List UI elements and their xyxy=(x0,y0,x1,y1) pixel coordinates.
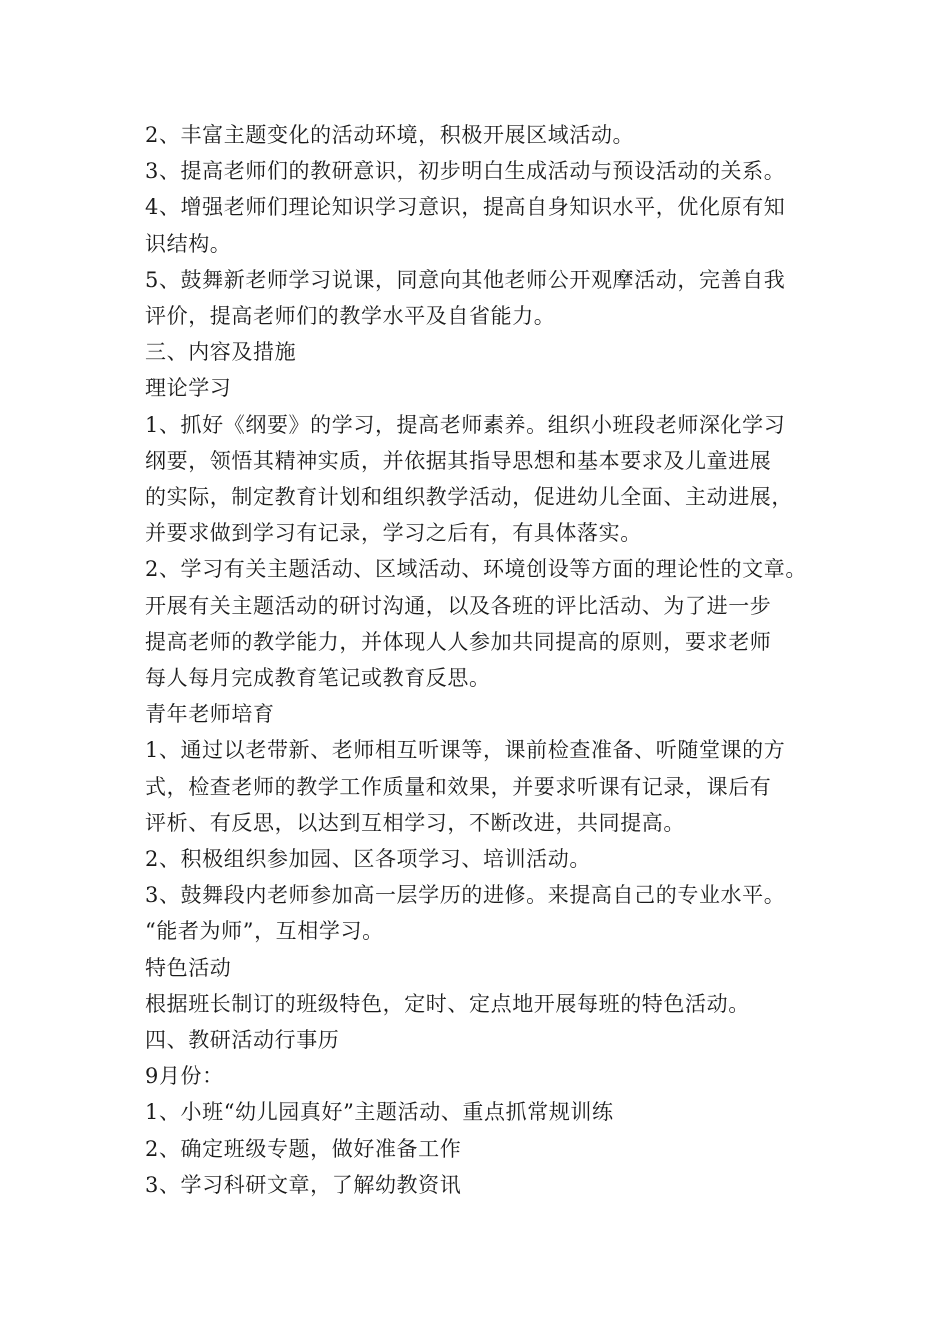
month-heading: 9月份： xyxy=(145,1064,224,1089)
text-line: 评析、有反思，以达到互相学习，不断改进，共同提高。 xyxy=(145,810,685,835)
subsection-heading: 特色活动 xyxy=(145,955,232,980)
text-line: 1、小班“幼儿园真好”主题活动、重点抓常规训练 xyxy=(145,1100,614,1125)
text-line: 5、鼓舞新老师学习说课，同意向其他老师公开观摩活动，完善自我 xyxy=(145,267,786,292)
text-line: 式，检查老师的教学工作质量和效果，并要求听课有记录，课后有 xyxy=(145,774,772,799)
text-line: 提高老师的教学能力，并体现人人参加共同提高的原则，要求老师 xyxy=(145,629,772,654)
document-body xyxy=(145,117,825,1203)
text-line: 并要求做到学习有记录，学习之后有，有具体落实。 xyxy=(145,521,642,546)
text-line: 每人每月完成教育笔记或教育反思。 xyxy=(145,666,491,691)
text-line: 纲要，领悟其精神实质，并依据其指导思想和基本要求及儿童进展 xyxy=(145,448,772,473)
text-line: “能者为师”，互相学习。 xyxy=(145,919,384,944)
text-line: 3、提高老师们的教研意识，初步明白生成活动与预设活动的关系。 xyxy=(145,159,786,184)
text-line: 4、增强老师们理论知识学习意识，提高自身知识水平，优化原有知 xyxy=(145,195,786,220)
text-line: 3、学习科研文章，了解幼教资讯 xyxy=(145,1172,462,1197)
text-line: 评价，提高老师们的教学水平及自省能力。 xyxy=(145,304,556,329)
subsection-heading: 理论学习 xyxy=(145,376,232,401)
text-line: 识结构。 xyxy=(145,231,232,256)
text-line: 1、通过以老带新、老师相互听课等，课前检查准备、听随堂课的方 xyxy=(145,738,786,763)
text-line: 2、学习有关主题活动、区域活动、环境创设等方面的理论性的文章。 xyxy=(145,557,807,582)
text-line: 3、鼓舞段内老师参加高一层学历的进修。来提高自己的专业水平。 xyxy=(145,883,786,908)
subsection-heading: 青年老师培育 xyxy=(145,702,275,727)
section-heading: 四、教研活动行事历 xyxy=(145,1028,340,1053)
section-heading: 三、内容及措施 xyxy=(145,340,297,365)
text-line: 2、确定班级专题，做好准备工作 xyxy=(145,1136,462,1161)
text-line: 的实际，制定教育计划和组织教学活动，促进幼儿全面、主动进展， xyxy=(145,485,793,510)
text-line: 1、抓好《纲要》的学习，提高老师素养。组织小班段老师深化学习 xyxy=(145,412,786,437)
text-line: 2、积极组织参加园、区各项学习、培训活动。 xyxy=(145,847,591,872)
text-line: 2、丰富主题变化的活动环境，积极开展区域活动。 xyxy=(145,123,635,147)
text-line: 根据班长制订的班级特色，定时、定点地开展每班的特色活动。 xyxy=(145,991,750,1016)
text-line: 开展有关主题活动的研讨沟通，以及各班的评比活动、为了进一步 xyxy=(145,593,772,618)
